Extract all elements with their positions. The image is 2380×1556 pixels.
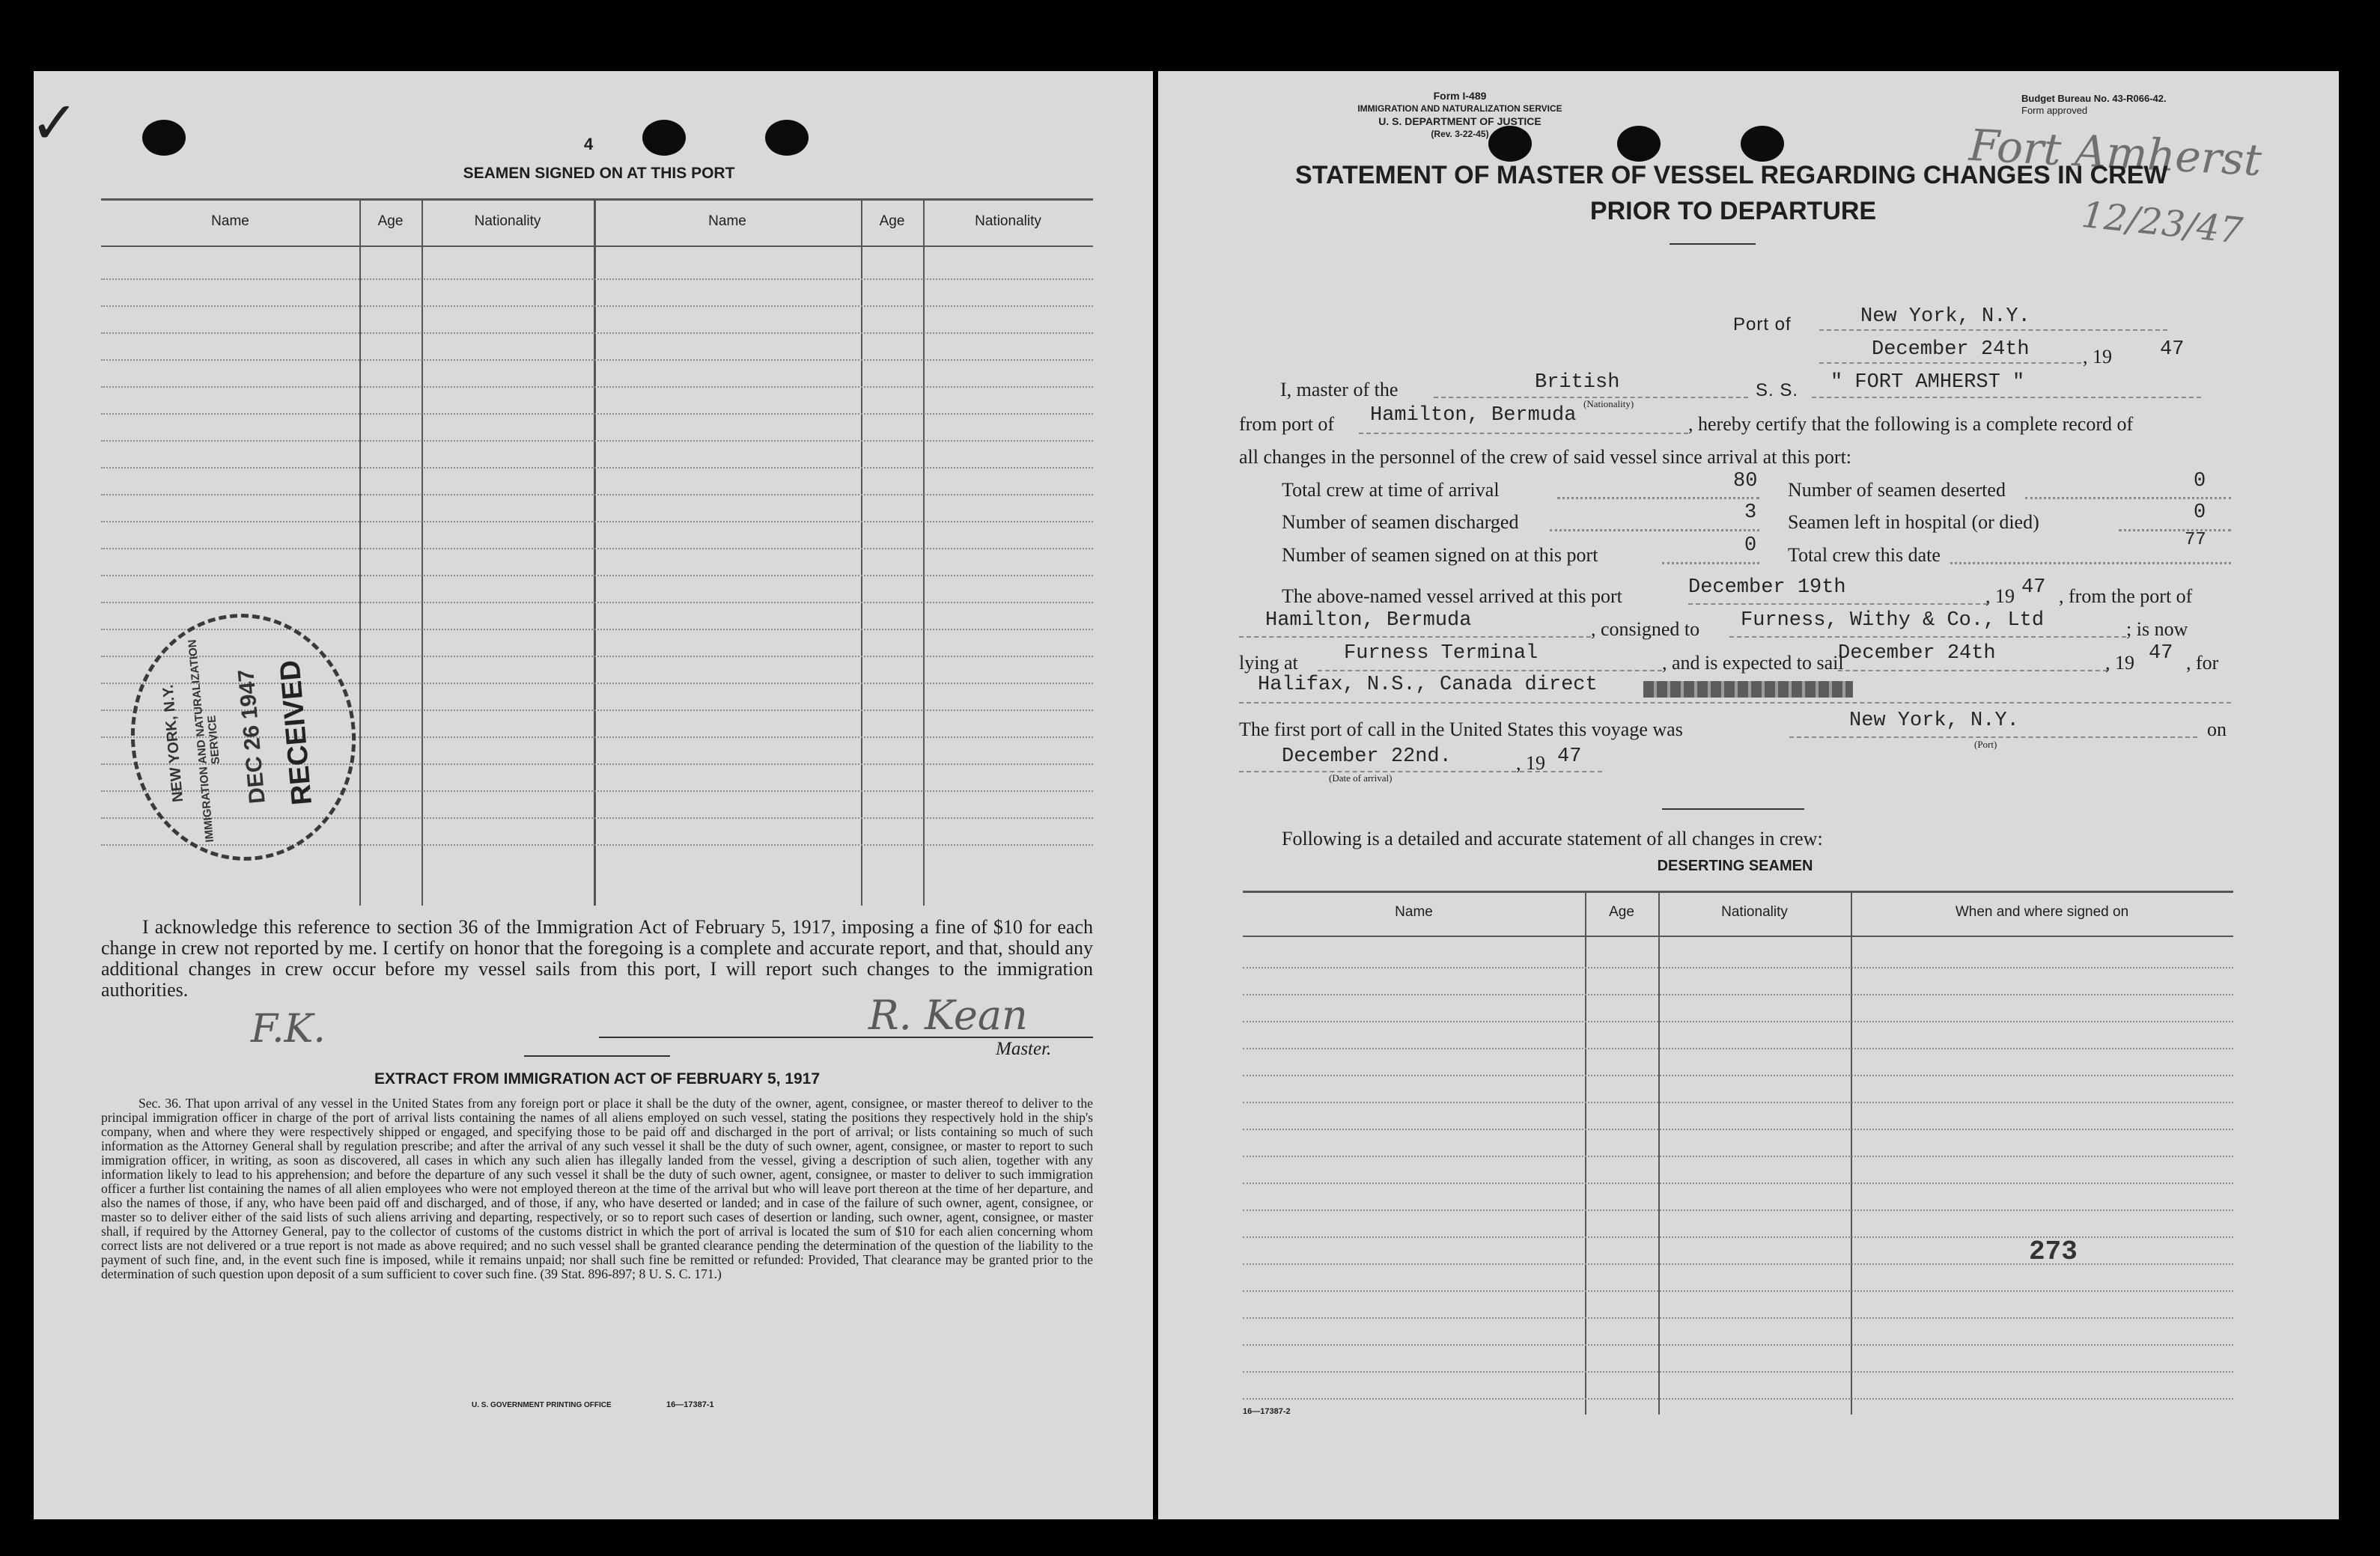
table-row	[1243, 1209, 2233, 1211]
agency-line2: U. S. DEPARTMENT OF JUSTICE	[1378, 115, 1541, 127]
table-row	[1243, 1317, 2233, 1319]
table-row	[1243, 994, 2233, 995]
col-header-name: Name	[211, 213, 249, 229]
for-label: , for	[2186, 652, 2219, 674]
punch-hole	[142, 120, 186, 156]
form-header	[1235, 90, 1684, 141]
departure-year: 47	[2160, 338, 2185, 361]
form-title: STATEMENT OF MASTER OF VESSEL REGARDING CHANGES IN CREW	[1295, 161, 2168, 189]
table-row	[101, 305, 1093, 307]
ship-name: " FORT AMHERST "	[1830, 371, 2025, 394]
date-of-arrival-caption: (Date of arrival)	[1329, 772, 1393, 784]
right-form-code: 16—17387-2	[1243, 1407, 1291, 1416]
budget-info	[2021, 93, 2167, 117]
table-row	[1243, 1048, 2233, 1049]
divider	[1662, 808, 1804, 810]
table-row	[101, 413, 1093, 415]
acknowledgment-text: I acknowledge this reference to section 36 of the Immigration Act of February 5, 1917, imposing a fine of $10 for each change in crew not reported by me. I certify on honor that the foregoing is a complete and accurate report, and that, should any additional changes in crew occur before my vessel sails from this port, I will report such changes to the immigration authorities.	[101, 916, 1093, 1001]
consignee: Furness, Withy & Co., Ltd	[1741, 609, 2045, 632]
check-mark: ✓	[30, 90, 79, 157]
col-header-nationality: Nationality	[474, 213, 541, 229]
col-header-age: Age	[1609, 904, 1634, 920]
sail-year-prefix: , 19	[2105, 652, 2134, 674]
col-header-age: Age	[377, 213, 404, 229]
sail-year: 47	[2149, 642, 2173, 665]
seamen-deserted-value: 0	[2194, 470, 2206, 492]
table-row	[101, 332, 1093, 334]
port-caption: (Port)	[1974, 739, 1997, 750]
table-row	[1243, 1371, 2233, 1373]
seamen-signed-value: 0	[1744, 534, 1757, 557]
stamp-date: DEC 26 1947	[234, 668, 270, 805]
table-row	[1243, 1183, 2233, 1184]
form-subtitle: PRIOR TO DEPARTURE	[1589, 197, 1877, 225]
total-crew-date-value: 77	[2185, 530, 2206, 550]
agency-line1: IMMIGRATION AND NATURALIZATION SERVICE	[1357, 103, 1562, 114]
section-title: SEAMEN SIGNED ON AT THIS PORT	[463, 165, 735, 182]
table-row	[1243, 1290, 2233, 1292]
sail-date: December 24th	[1838, 642, 1996, 665]
total-crew-arrival-value: 80	[1733, 470, 1758, 492]
right-page	[1158, 71, 2339, 1519]
arrival-year: 47	[1557, 745, 1582, 768]
seamen-deserted-label: Number of seamen deserted	[1788, 479, 2006, 501]
punch-hole	[1741, 126, 1784, 162]
title-divider	[1670, 243, 1756, 245]
port-value: New York, N.Y.	[1860, 305, 2030, 328]
table-row	[1243, 967, 2233, 968]
port-label: Port of	[1733, 314, 1792, 335]
master-of-label: I, master of the	[1280, 379, 1399, 400]
table-row	[101, 521, 1093, 522]
handwritten-date: 12/23/47	[2079, 193, 2244, 253]
is-now-label: ; is now	[2126, 618, 2188, 640]
table-row	[1243, 1344, 2233, 1346]
seamen-hospital-label: Seamen left in hospital (or died)	[1788, 511, 2039, 533]
nationality-value: British	[1535, 371, 1620, 394]
table-row	[101, 602, 1093, 603]
initials: F.K.	[251, 1007, 326, 1052]
stamp-received: RECEIVED	[274, 659, 319, 807]
following-text: Following is a detailed and accurate statement of all changes in crew:	[1282, 828, 1823, 849]
table-row	[101, 467, 1093, 469]
seamen-discharged-label: Number of seamen discharged	[1282, 511, 1519, 533]
printing-office: U. S. GOVERNMENT PRINTING OFFICE	[472, 1401, 612, 1409]
arrival-date: December 22nd.	[1282, 745, 1452, 768]
form-number: Form I-489	[1433, 90, 1487, 102]
extract-title: EXTRACT FROM IMMIGRATION ACT OF FEBRUARY 5, 1917	[374, 1070, 821, 1087]
page-number: 4	[584, 135, 594, 153]
extract-text: Sec. 36. That upon arrival of any vessel in the United States from any foreign port or place it shall be the duty of the owner, agent, consignee, or master thereof to deliver to the principal immigration officer in charge of the port of arrival lists containing the names of all aliens employed on such vessel, stating the positions they respectively hold in the ship's company, when and where they were respectively shipped or engaged, and specifying those to be paid off and discharged in the port of arrival; or lists containing so much of such information as the Attorney General shall by regulation prescribe; and after the arrival of any such vessel it shall be the duty of such owner, agent, consignee, or master to report to such immigration officer, in writing, as soon as discovered, all cases in which any such alien has illegally landed from the vessel, giving a description of such alien, together with any information likely to lead to his apprehension; and before the departure of any such vessel it shall be the duty of such owner, agent, consignee, or master to deliver to such immigration officer a further list containing the names of all alien employees who were not employed thereon at the time of the arrival but who will leave port thereon at the time of her departure, and also the names of those, if any, who have been paid off and discharged, and of those, if any, who have deserted or landed; and in case of the failure of such owner, agent, consignee, or master so to deliver either of the said lists of such aliens arriving and departing, respectively, or so to report such cases of desertion or landing, such owner, agent, consignee, or master shall, if required by the Attorney General, pay to the collector of customs of the customs district in which the port of arrival is located the sum of $10 for each alien concerning whom correct lists are not delivered or a true report is not made as above required; and no such vessel shall be granted clearance pending the determination of the question of the liability to the payment of such fine, and, in the event such fine is imposed, while it remains unpaid; nor shall such fine be remitted or refunded: Provided, That clearance may be granted prior to the determination of such question upon deposit of a sum sufficient to cover such fine. (39 Stat. 896-897; 8 U. S. C. 171.)	[101, 1096, 1093, 1281]
arrival-year-prefix: , 19	[1516, 752, 1545, 774]
deserting-title: DESERTING SEAMEN	[1657, 858, 1813, 874]
table-row	[1243, 1156, 2233, 1157]
seamen-discharged-value: 3	[1744, 501, 1757, 524]
col-header-nationality: Nationality	[975, 213, 1041, 229]
total-crew-arrival-label: Total crew at time of arrival	[1282, 479, 1500, 501]
col-header-age: Age	[879, 213, 905, 229]
master-signature: R. Kean	[868, 992, 1028, 1039]
divider	[524, 1055, 670, 1057]
table-row	[101, 359, 1093, 361]
from-port-label: from port of	[1239, 413, 1335, 435]
departure-date: December 24th	[1872, 338, 2030, 361]
destination: Halifax, N.S., Canada direct	[1258, 674, 1598, 696]
stamp-agency: IMMIGRATION AND NATURALIZATION SERVICE	[186, 638, 222, 843]
col-header-signed-on: When and where signed on	[1955, 904, 2129, 920]
stamp-city: NEW YORK, N.Y.	[159, 683, 187, 803]
table-row	[1243, 1236, 2233, 1238]
arrived-year-prefix: , 19	[1985, 585, 2015, 607]
lying-at-value: Furness Terminal	[1344, 642, 1539, 665]
table-row	[1243, 1398, 2233, 1400]
revision: (Rev. 3-22-45)	[1431, 129, 1489, 139]
signature-line	[599, 1037, 1093, 1038]
table-row	[101, 278, 1093, 280]
punch-hole	[642, 120, 686, 156]
table-row	[101, 440, 1093, 442]
budget-bureau: Budget Bureau No. 43-R066-42.	[2021, 93, 2167, 104]
table-row	[1243, 1263, 2233, 1265]
consigned-label: , consigned to	[1591, 618, 1700, 640]
table-row	[1243, 1075, 2233, 1076]
table-row	[1243, 1102, 2233, 1103]
seamen-signed-label: Number of seamen signed on at this port	[1282, 544, 1598, 566]
punch-hole	[765, 120, 809, 156]
master-label: Master.	[996, 1039, 1052, 1059]
total-crew-date-label: Total crew this date	[1788, 544, 1941, 566]
on-label: on	[2207, 718, 2227, 740]
arrived-label: The above-named vessel arrived at this port	[1282, 585, 1622, 607]
table-row	[101, 386, 1093, 388]
arrived-date: December 19th	[1688, 576, 1846, 599]
first-port-value: New York, N.Y.	[1849, 710, 2019, 732]
first-port-label: The first port of call in the United States this voyage was	[1239, 718, 1683, 740]
stamped-number: 273	[2029, 1236, 2078, 1267]
ss-label: S. S.	[1756, 380, 1799, 400]
table-row	[101, 494, 1093, 495]
col-header-name: Name	[1395, 904, 1433, 920]
expected-label: , and is expected to sail	[1662, 652, 1844, 674]
seamen-hospital-value: 0	[2194, 501, 2206, 524]
year-prefix: , 19	[2083, 346, 2112, 367]
table-row	[1243, 1021, 2233, 1022]
arrived-from-port: Hamilton, Bermuda	[1265, 609, 1472, 632]
table-row	[1243, 1129, 2233, 1130]
arrived-year: 47	[2021, 576, 2046, 599]
certify-text: , hereby certify that the following is a complete record of	[1688, 413, 2134, 435]
left-form-code: 16—17387-1	[666, 1400, 714, 1409]
table-row	[101, 575, 1093, 576]
nationality-caption: (Nationality)	[1583, 398, 1634, 409]
handwritten-ship-name: Fort Amherst	[1967, 119, 2263, 186]
form-approved: Form approved	[2021, 105, 2088, 116]
from-port-value: Hamilton, Bermuda	[1370, 404, 1577, 427]
col-header-nationality: Nationality	[1721, 904, 1788, 920]
col-header-name: Name	[708, 213, 746, 229]
struck-out-text	[1643, 681, 1853, 698]
all-changes-text: all changes in the personnel of the crew of said vessel since arrival at this port:	[1239, 446, 1852, 468]
lying-at-label: lying at	[1239, 652, 1298, 674]
from-the-port-label: , from the port of	[2059, 585, 2193, 607]
table-row	[101, 548, 1093, 549]
